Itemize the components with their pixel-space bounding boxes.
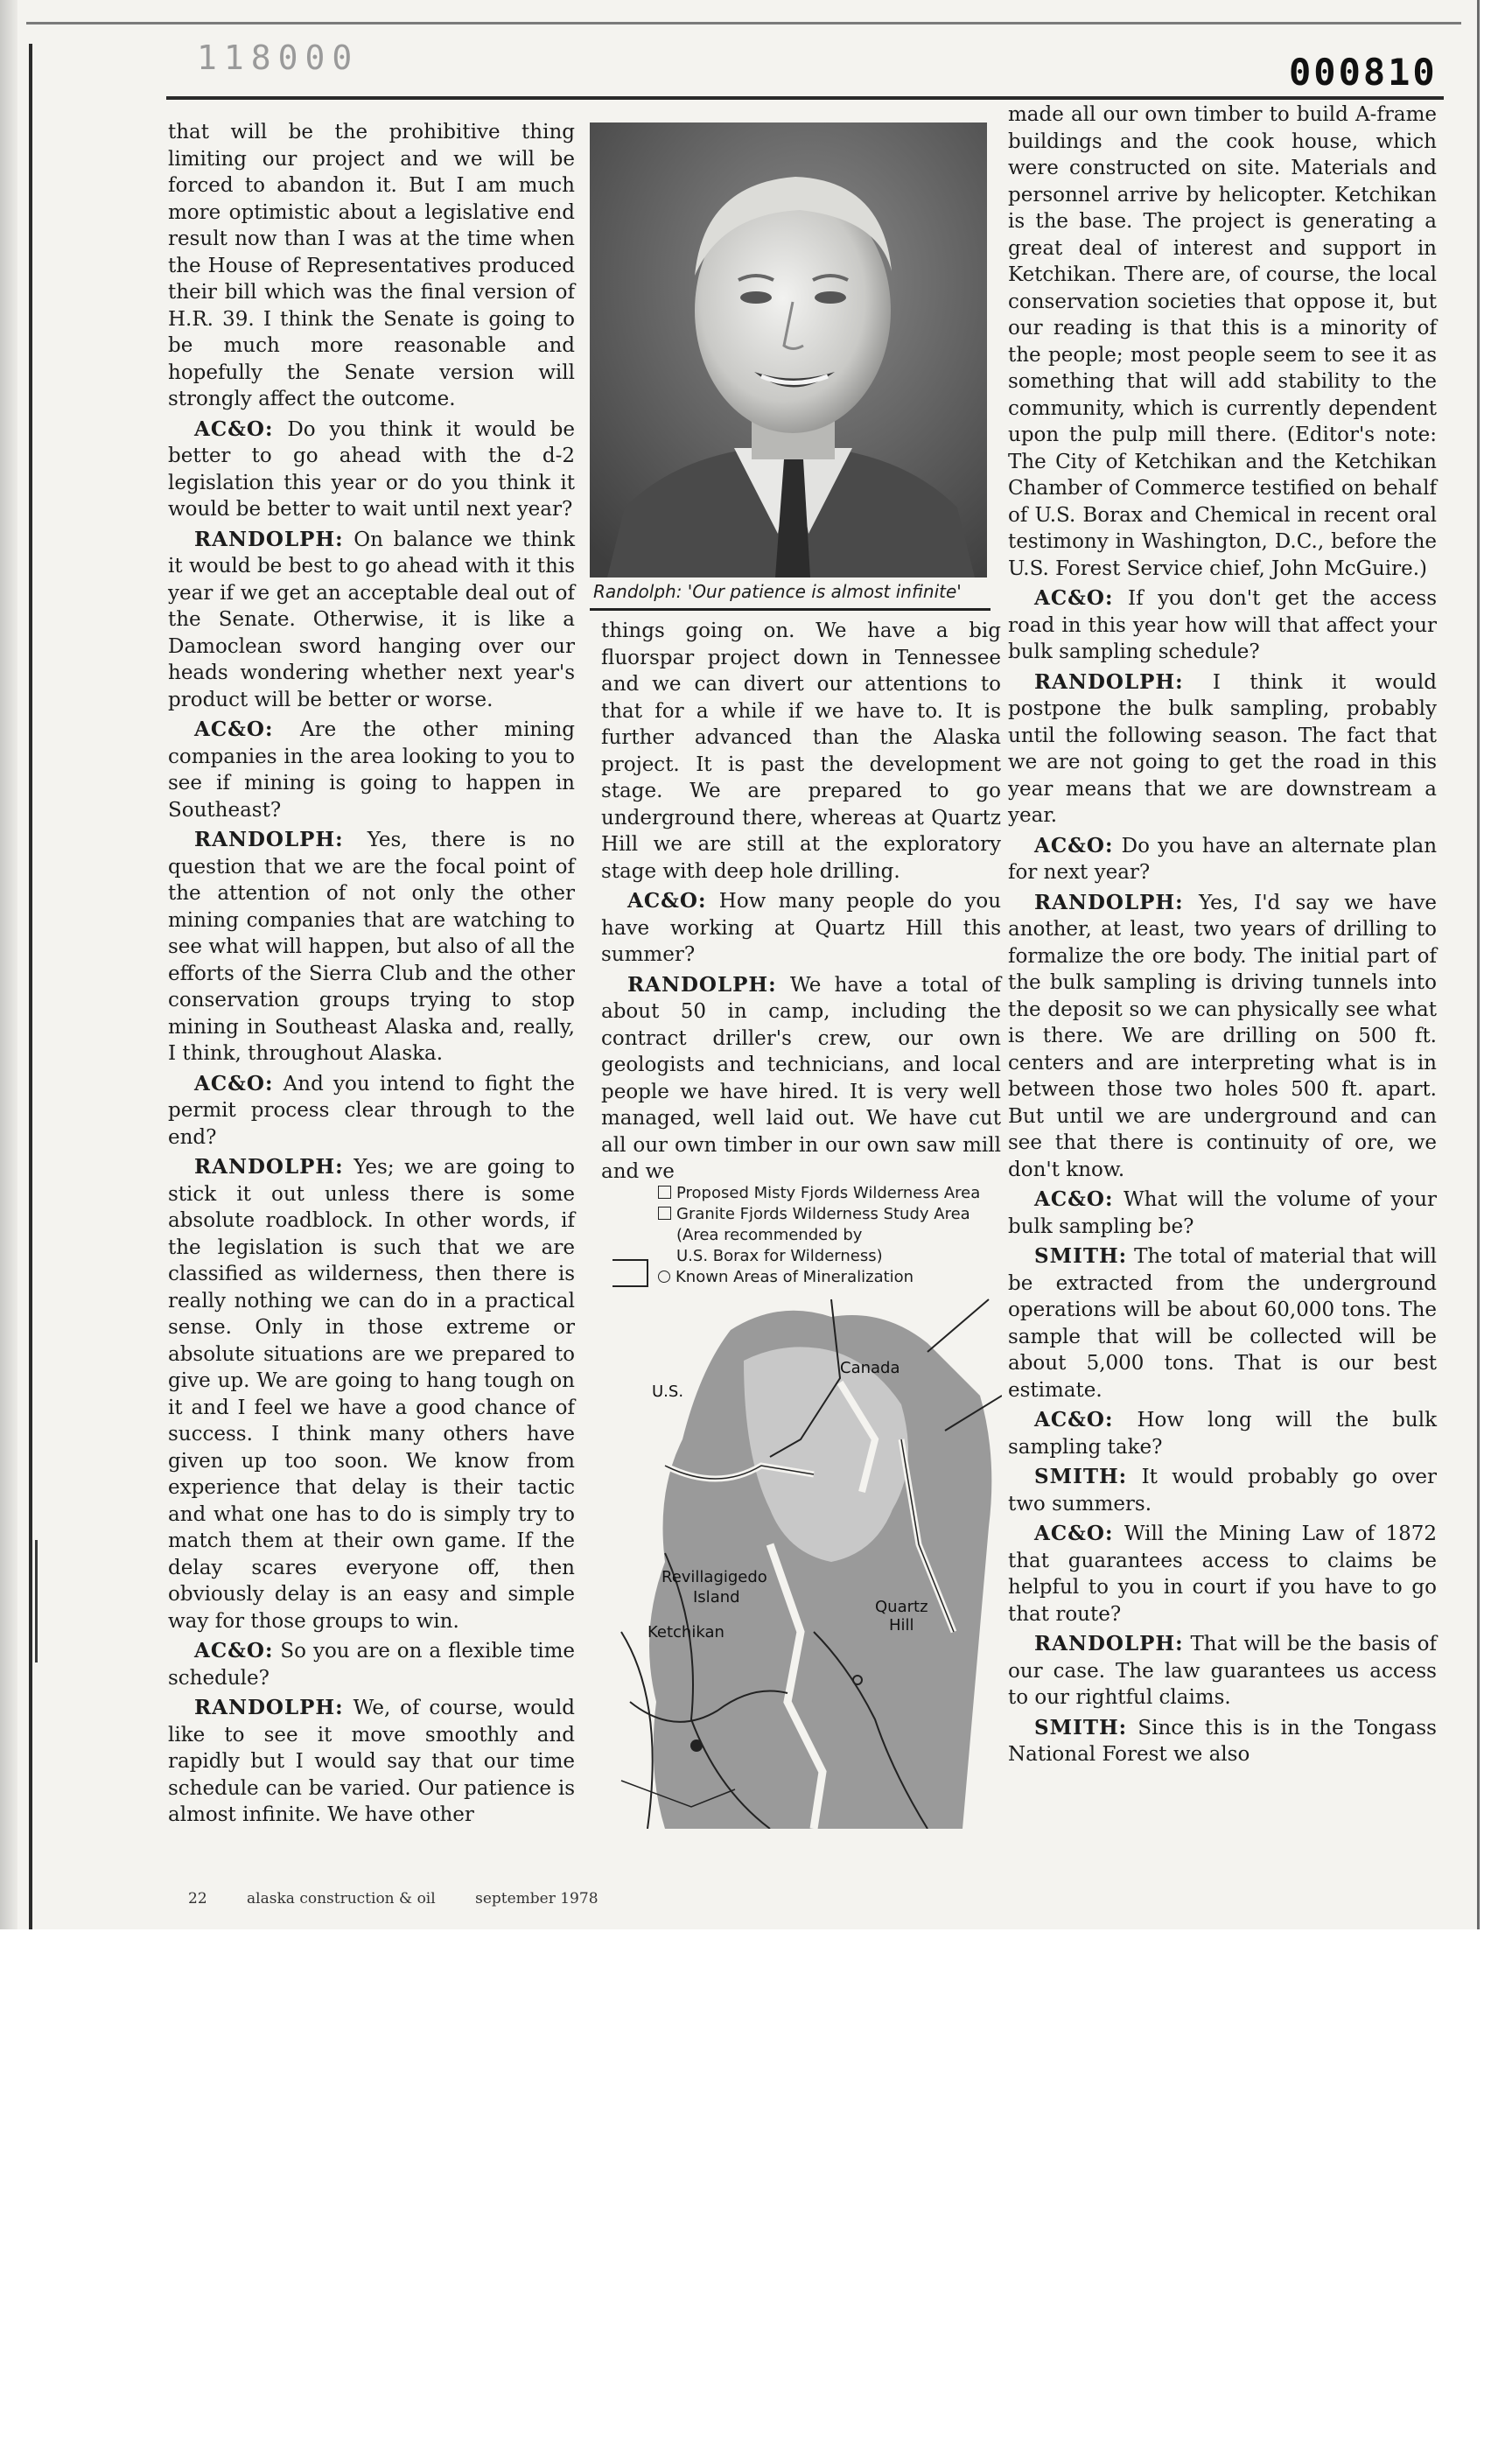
speaker-label: RANDOLPH: (1034, 1632, 1184, 1656)
paragraph (168, 1695, 575, 1829)
article-column-right (1008, 102, 1437, 1768)
caption-rule (590, 608, 990, 611)
speaker-label: AC&O: (1034, 1187, 1114, 1211)
speaker-label: RANDOLPH: (1034, 669, 1184, 694)
paragraph (1008, 1464, 1437, 1517)
legend-note: U.S. Borax for Wilderness) (676, 1247, 883, 1265)
paragraph (601, 618, 1001, 885)
paragraph-text: Yes, I'd say we have another, at least, two years of drilling to formalize the ore body. The initial part of the bulk sampling is driving tunnels into the deposit so we can physically see what is there. We are drilling on 500 ft. centers and are interpreting what is in between those two holes 500 ft. apart. But until we are underground and can see that there is continuity of ore, we don't know. (1008, 891, 1437, 1181)
map-label-quartz: Quartz (875, 1598, 928, 1616)
paragraph-text: that will be the prohibitive thing limiting our project and we will be forced to abandon it. But I am much more optimistic about a legislative end result now than I was at the time when the House of Representatives produced their bill which was the final version of H.R. 39. I think the Senate is going to be much more reasonable and hopefully the Senate version will strongly affect the outcome. (168, 121, 575, 410)
paragraph (1008, 1631, 1437, 1712)
paragraph (1008, 1407, 1437, 1460)
legend-note: (Area recommended by (676, 1226, 863, 1244)
paragraph (1008, 890, 1437, 1184)
speaker-label: RANDOLPH: (194, 1155, 344, 1179)
map-label-revillagigedo: Revillagigedo (662, 1568, 767, 1586)
paragraph-text: Do you have an alternate plan for next year? (1008, 834, 1438, 884)
speaker-label: AC&O: (194, 718, 274, 741)
paragraph-text: And you intend to fight the permit process clear through to the end? (168, 1072, 575, 1149)
portrait-illustration (590, 122, 987, 578)
legend-item-granite-fjords: Granite Fjords Wilderness Study Area (658, 1204, 980, 1225)
faded-stamp-number: 118000 (197, 38, 360, 77)
speaker-label: SMITH: (1034, 1715, 1128, 1740)
header-rule (166, 96, 1444, 100)
speaker-label: RANDOLPH: (194, 527, 344, 551)
paragraph (601, 888, 1001, 969)
paragraph-text: What will the volume of your bulk sampling be? (1008, 1188, 1437, 1238)
legend-item-misty-fjords: Proposed Misty Fjords Wilderness Area (658, 1183, 980, 1204)
paragraph-text: Yes; we are going to stick it out unless there is some absolute roadblock. In other words, if the legislation is such that we are classified as wilderness, then there is really nothing we can do in a practical sense. Only in those extreme or absolute situations are we prepared to give up. We are going to hang tough on it and I feel we have a good chance of success. I think many others have given up too soon. We know from experience that delay is their tactic and what one has to do is simply try to match them at their own game. If the delay scares everyone off, then obviously delay is an easy and simple way for those groups to win. (168, 1156, 576, 1633)
paragraph-text: That will be the basis of our case. The law guarantees us access to our rightful claims. (1008, 1633, 1438, 1709)
map-legend (658, 1183, 980, 1288)
paragraph (1008, 1243, 1437, 1404)
page-footer (188, 1890, 634, 1908)
speaker-label: AC&O: (627, 889, 707, 913)
map-label-canada: Canada (840, 1359, 900, 1377)
speaker-label: RANDOLPH: (1034, 890, 1184, 914)
paragraph (168, 827, 575, 1068)
paragraph-text: We, of course, would like to see it move smoothly and rapidly but I would say that our time schedule can be varied. Our patience is almost infinite. We have other (168, 1697, 575, 1826)
article-column-left (168, 119, 575, 1829)
paragraph (168, 527, 575, 714)
paragraph (1008, 833, 1437, 886)
speaker-label: AC&O: (1034, 833, 1114, 858)
speaker-label: AC&O: (194, 1639, 274, 1662)
map-label-ketchikan: Ketchikan (648, 1623, 724, 1642)
legend-swatch (658, 1207, 671, 1220)
left-margin-mark (35, 1540, 38, 1662)
speaker-label: AC&O: (1034, 1522, 1114, 1545)
map-label-us: U.S. (652, 1382, 684, 1401)
paragraph (168, 1154, 575, 1634)
paragraph (1008, 1715, 1437, 1768)
paragraph-text: How long will the bulk sampling take? (1008, 1409, 1438, 1459)
paragraph (1008, 1186, 1437, 1240)
paragraph-text: If you don't get the access road in this year how will that affect your bulk sampling schedule? (1008, 587, 1438, 663)
document-stamp-number: 000810 (1289, 51, 1438, 94)
paragraph-text: So you are on a flexible time schedule? (168, 1640, 576, 1690)
article-column-middle (601, 618, 1001, 1186)
paragraph (168, 1638, 575, 1691)
paragraph-text: How many people do you have working at Quartz Hill this summer? (601, 890, 1002, 966)
map-label-hill: Hill (889, 1616, 914, 1634)
speaker-label: SMITH: (1034, 1465, 1128, 1488)
paragraph (1008, 585, 1437, 666)
page-number: 22 (188, 1890, 207, 1908)
paragraph (1008, 1521, 1437, 1628)
paragraph-text: Are the other mining companies in the area looking to you to see if mining is going to happen in Southeast? (168, 718, 575, 822)
portrait-photo (590, 122, 987, 578)
left-margin-rule (29, 44, 32, 1929)
speaker-label: RANDOLPH: (194, 1696, 344, 1719)
paragraph (601, 972, 1001, 1186)
paragraph-text: We have a total of about 50 in camp, including the contract driller's crew, our own geologists and technicians, and local people we have hired. It is very well managed, well laid out. We have cut all our own timber in our own saw mill and we (601, 973, 1001, 1183)
paragraph-text: things going on. We have a big fluorspar project down in Tennessee and we can divert our attentions to that for a while if we have to. It is further advanced than the Alaska project. It is past the development stage. We are prepared to go underground there, whereas at Quartz Hill we are still at the exploratory stage with deep hole drilling. (601, 620, 1001, 883)
publication-name: alaska construction & oil (247, 1890, 436, 1908)
speaker-label: AC&O: (194, 1071, 274, 1096)
paragraph (168, 1071, 575, 1152)
paragraph-text: Since this is in the Tongass National Forest we also (1008, 1716, 1437, 1766)
page-edge-shadow (0, 0, 18, 1929)
paragraph-text: The total of material that will be extracted from the underground operations will be about 60,000 tons. The sample that will be collected will be about 5,000 tons. That is our best estimate. (1008, 1245, 1437, 1402)
issue-date: september 1978 (475, 1890, 598, 1908)
paragraph-text: Yes, there is no question that we are the focal point of the attention of not only the other mining companies that are watching to see what will happen, but also of all the efforts of the Sierra Club and the other conservation groups trying to stop mining in Southeast Alaska and, really, I think, throughout Alaska. (168, 829, 576, 1065)
paragraph-text: On balance we think it would be best to go ahead with it this year if we get an acceptable deal out of the Senate. Otherwise, it is like a Damoclean sword hanging over our heads wondering whether next year's product will be better or worse. (168, 528, 576, 711)
paragraph-text: It would probably go over two summers. (1008, 1466, 1438, 1516)
map-label-island: Island (693, 1588, 740, 1606)
speaker-label: RANDOLPH: (194, 828, 344, 851)
paragraph-text: I think it would postpone the bulk sampling, probably until the following season. The fact that we are not going to get the road in this year means that we are downstream a year. (1008, 670, 1437, 827)
speaker-label: AC&O: (1034, 586, 1114, 610)
speaker-label: SMITH: (1034, 1244, 1128, 1268)
speaker-label: RANDOLPH: (627, 972, 777, 997)
legend-item-mineralization: Known Areas of Mineralization (658, 1267, 980, 1288)
legend-swatch (658, 1186, 671, 1199)
photo-caption: Randolph: 'Our patience is almost infinite' (593, 581, 962, 602)
paragraph (168, 717, 575, 823)
paragraph (168, 416, 575, 523)
speaker-label: AC&O: (1034, 1408, 1114, 1432)
mineralization-icon (658, 1270, 670, 1283)
paragraph-text: made all our own timber to build A-frame buildings and the cook house, which were constructed on site. Materials and personnel arrive by helicopter. Ketchikan is the base. The project is generating a great deal of interest and support in Ketchikan. There are, of course, the local conservation societies that oppose it, but our reading is that this is a minority of the people; most people seem to see it as something that will add stability to the community, which is currently dependent upon the pulp mill there. (Editor's note: The City of Ketchikan and the Ketchikan Chamber of Commerce testified on behalf of U.S. Borax and Chemical in recent oral testimony in Washington, D.C., before the U.S. Forest Service chief, John McGuire.) (1008, 103, 1437, 580)
paragraph (168, 119, 575, 413)
paragraph-text: Do you think it would be better to go ahead with the d-2 legislation this year or do you think it would be better to wait until next year? (168, 417, 575, 521)
top-border-rule (26, 22, 1461, 24)
speaker-label: AC&O: (194, 416, 274, 441)
paragraph (1008, 669, 1437, 830)
paragraph-text: Will the Mining Law of 1872 that guarantees access to claims be helpful to you in court if you have to go that route? (1008, 1522, 1438, 1626)
paragraph (1008, 102, 1437, 582)
